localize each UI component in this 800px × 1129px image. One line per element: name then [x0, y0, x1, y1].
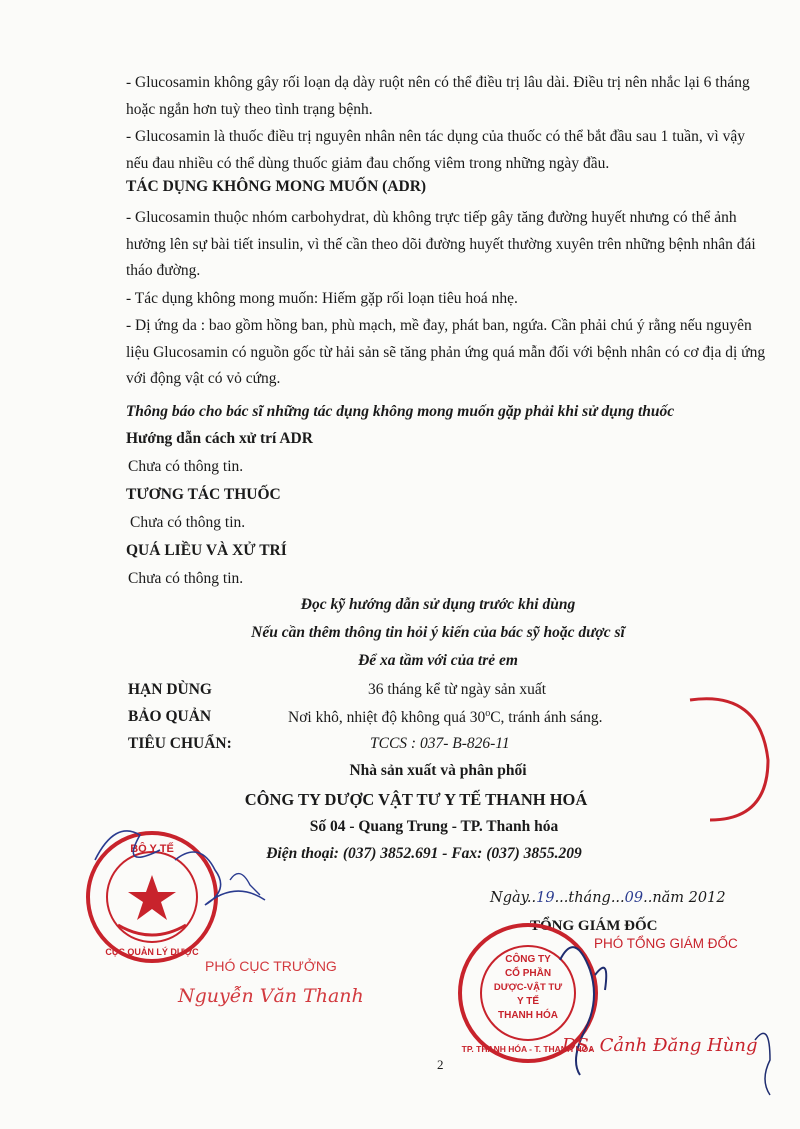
date-month: 09: [624, 890, 644, 906]
page-number: 2: [437, 1057, 444, 1072]
left-stamp-title: PHÓ CỤC TRƯỞNG: [205, 958, 337, 974]
paragraph-glucosamin-long-term: - Glucosamin không gây rối loạn dạ dày ruột nên có thể điều trị lâu dài. Điều trị nên nhắc lại 6 tháng hoặc ngắn hơn tuỳ theo tình trạng bệnh.: [126, 74, 750, 118]
paragraph-skin-allergy: - Dị ứng da : bao gồm hồng ban, phù mạch, mề đay, phát ban, ngứa. Cần phải chú ý rằng nếu nguyên liệu Glucosamin có nguồn gốc từ hải sản sẽ tăng phản ứng quá mẫn đối với bệnh nhân có cơ địa dị ứng với động vật có vỏ cứng.: [126, 317, 766, 387]
date-year: ..năm 2012: [643, 890, 726, 906]
heading-interactions: TƯƠNG TÁC THUỐC: [126, 486, 281, 503]
shelf-life-label: HẠN DÙNG: [128, 681, 212, 698]
interactions-text: Chưa có thông tin.: [130, 514, 246, 531]
director-title: TỔNG GIÁM ĐỐC: [530, 918, 658, 934]
date-day: 19: [536, 890, 555, 906]
degree-mark: o: [485, 708, 491, 719]
manufacturer-phone: Điện thoại: (037) 3852.691 - Fax: (037) 3855.209: [266, 845, 582, 862]
left-stamp-name: Nguyễn Văn Thanh: [178, 985, 364, 1007]
seal-ring-bottom: CỤC QUẢN LÝ DƯỢC: [105, 947, 199, 957]
paragraph-side-effects: - Tác dụng không mong muốn: Hiếm gặp rối loạn tiêu hoá nhẹ.: [126, 290, 518, 307]
manufacturer-address: Số 04 - Quang Trung - TP. Thanh hóa: [309, 818, 559, 835]
manufacturer-name: CÔNG TY DƯỢC VẬT TƯ Y TẾ THANH HOÁ: [244, 790, 588, 809]
company-seal-ring: TP. THANH HÓA - T. THANH HÓA: [461, 1044, 595, 1054]
warning-read-instructions: Đọc kỹ hướng dẫn sử dụng trước khi dùng: [300, 596, 576, 613]
company-seal-line5: THANH HÓA: [498, 1010, 558, 1021]
paragraph-glucosamin-onset: - Glucosamin là thuốc điều trị nguyên nhân nên tác dụng của thuốc có thể bắt đầu sau 1 tuần, vì vậy nếu đau nhiều có thể dùng thuốc giảm đau chống viêm trong những ngày đầu.: [126, 128, 745, 172]
storage-value-text-b: C, tránh ánh sáng.: [490, 709, 603, 727]
overdose-text: Chưa có thông tin.: [128, 570, 244, 587]
warning-children: Để xa tầm với của trẻ em: [358, 652, 518, 669]
adr-notice: Thông báo cho bác sĩ những tác dụng không mong muốn gặp phải khi sử dụng thuốc: [125, 403, 675, 420]
edge-stamp-fragment: [690, 699, 768, 820]
company-seal-line4: Y TẾ: [516, 996, 540, 1007]
date-month-prefix: ...tháng...: [554, 890, 625, 906]
manufacturer-intro: Nhà sản xuất và phân phối: [349, 762, 527, 779]
standard-label: TIÊU CHUẨN:: [128, 735, 232, 752]
warning-consult: Nếu cần thêm thông tin hỏi ý kiến của bác sỹ hoặc dược sĩ: [251, 624, 625, 641]
heading-adr-handling: Hướng dẫn cách xử trí ADR: [126, 430, 313, 447]
heading-overdose: QUÁ LIỀU VÀ XỬ TRÍ: [126, 542, 287, 559]
company-seal-line2: CỔ PHẦN: [504, 968, 552, 979]
shelf-life-value: 36 tháng kể từ ngày sản xuất: [368, 681, 547, 698]
seal-ring-top: BỘ Y TẾ: [130, 843, 174, 855]
adr-handling-text: Chưa có thông tin.: [128, 458, 244, 475]
standard-value: TCCS : 037- B-826-11: [370, 735, 510, 752]
paragraph-carbohydrate: - Glucosamin thuộc nhóm carbohydrat, dù không trực tiếp gây tăng đường huyết nhưng có thể ảnh hưởng lên sự bài tiết insulin, vì thế cần theo dõi đường huyết thường xuyên trên những bệnh nhân đái tháo đường.: [126, 209, 756, 279]
company-seal-line1: CÔNG TY: [505, 954, 551, 965]
storage-label: BẢO QUẢN: [128, 708, 212, 725]
date-prefix: Ngày..: [490, 890, 537, 906]
company-seal-line3: DƯỢC-VẬT TƯ: [493, 982, 563, 993]
deputy-director-title: PHÓ TỔNG GIÁM ĐỐC: [594, 936, 738, 951]
storage-value-text-a: Nơi khô, nhiệt độ không quá 30: [288, 709, 486, 727]
heading-adr: TÁC DỤNG KHÔNG MONG MUỐN (ADR): [126, 178, 427, 195]
signer-name: DS. Cảnh Đăng Hùng: [562, 1035, 758, 1056]
